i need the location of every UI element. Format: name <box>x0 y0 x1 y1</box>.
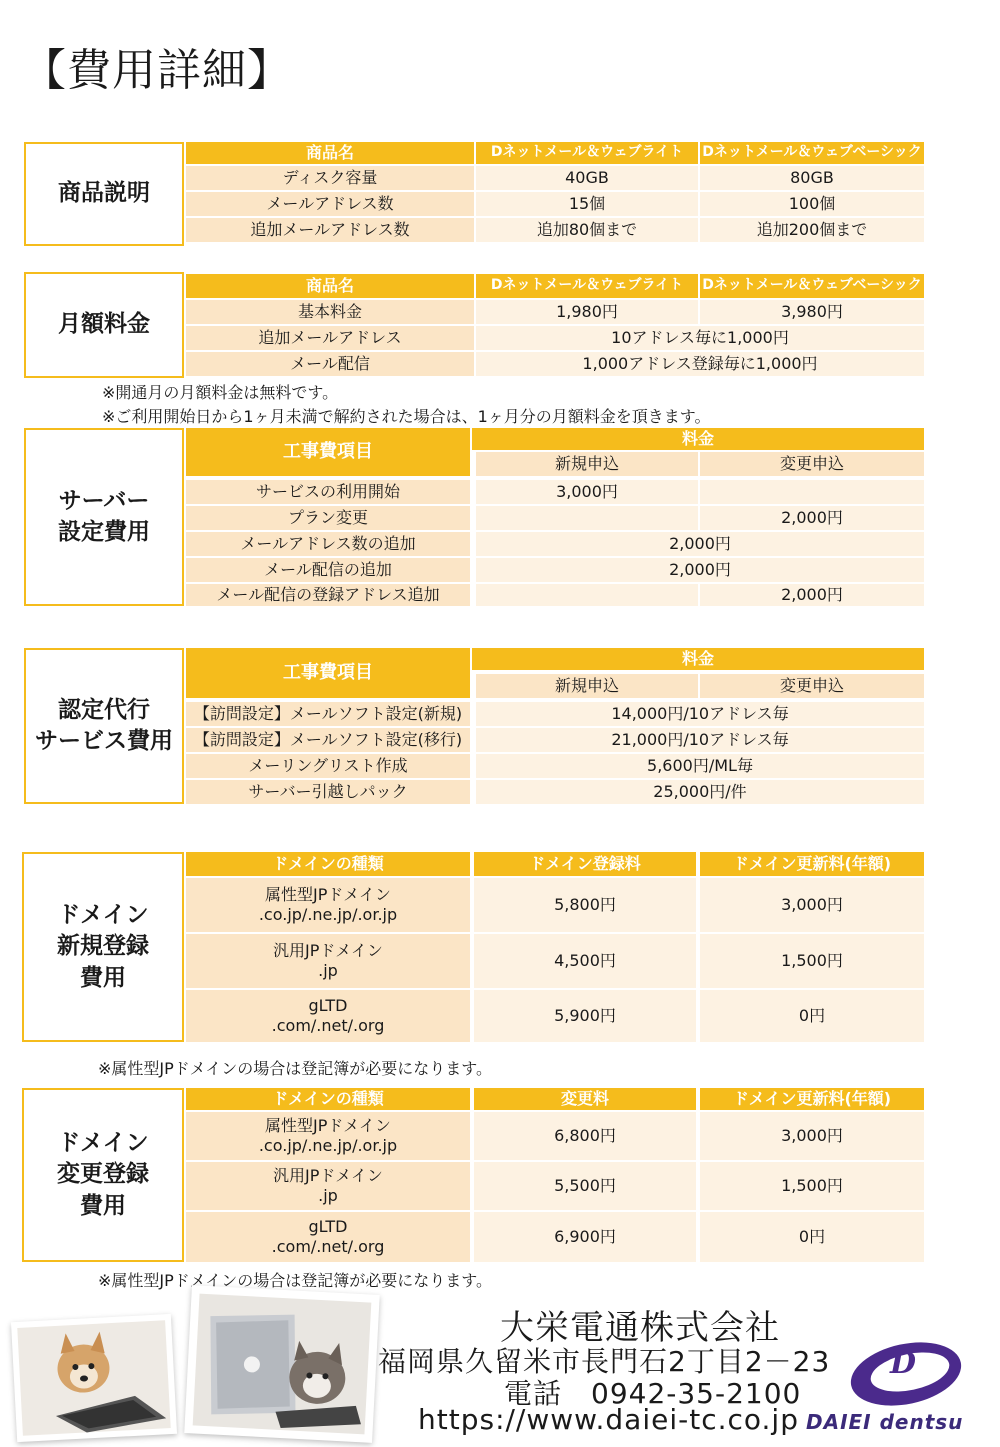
section-label-server: サーバー 設定費用 <box>24 428 184 606</box>
table-header: 料金 <box>472 428 924 450</box>
table-cell: 2,000円 <box>476 558 924 582</box>
cat-photo <box>184 1285 379 1443</box>
table-header: ドメイン更新料(年額) <box>700 1088 924 1110</box>
section-label-domain-change: ドメイン 変更登録 費用 <box>22 1088 184 1262</box>
domain-new-note: ※属性型JPドメインの場合は登記簿が必要になります。 <box>98 1059 493 1078</box>
table-cell: 0円 <box>700 1212 924 1262</box>
table-cell: 3,000円 <box>700 878 924 932</box>
domain-change-table <box>186 1088 924 1262</box>
monthly-note-1: ※開通月の月額料金は無料です。 <box>102 383 339 402</box>
table-cell: 0円 <box>700 990 924 1042</box>
table-cell <box>700 480 924 504</box>
table-cell: 100個 <box>700 192 924 216</box>
table-cell: メール配信の登録アドレス追加 <box>186 584 470 606</box>
table-cell: 2,000円 <box>700 584 924 606</box>
page-title: 【費用詳細】 <box>22 45 292 96</box>
table-header: ドメイン更新料(年額) <box>700 852 924 876</box>
agency-table <box>186 648 924 804</box>
table-cell: 5,900円 <box>474 990 696 1042</box>
company-address: 福岡県久留米市長門石2丁目2－23 <box>378 1345 831 1378</box>
table-cell: メールアドレス数の追加 <box>186 532 470 556</box>
product-table <box>186 142 924 242</box>
table-cell: 6,800円 <box>474 1112 696 1160</box>
table-header: Dネットメール＆ウェブベーシック <box>700 142 924 164</box>
table-header: Dネットメール＆ウェブベーシック <box>700 274 924 298</box>
table-header: ドメイン登録料 <box>474 852 696 876</box>
table-header: 工事費項目 <box>186 428 470 476</box>
table-cell: メール配信 <box>186 352 474 376</box>
table-cell: 15個 <box>476 192 698 216</box>
table-cell: 1,500円 <box>700 934 924 988</box>
table-cell: 【訪問設定】メールソフト設定(移行) <box>186 728 470 752</box>
table-cell: 汎用JPドメイン .jp <box>186 934 470 988</box>
table-cell: 40GB <box>476 166 698 190</box>
table-cell: 1,980円 <box>476 300 698 324</box>
table-header: 変更料 <box>474 1088 696 1110</box>
table-cell: サービスの利用開始 <box>186 480 470 504</box>
table-cell: 10アドレス毎に1,000円 <box>476 326 924 350</box>
table-cell: 6,900円 <box>474 1212 696 1262</box>
table-cell: 【訪問設定】メールソフト設定(新規) <box>186 702 470 726</box>
table-cell: メーリングリスト作成 <box>186 754 470 778</box>
section-label-monthly: 月額料金 <box>24 272 184 378</box>
table-header: 工事費項目 <box>186 648 470 698</box>
table-cell: 5,500円 <box>474 1162 696 1210</box>
table-cell: 2,000円 <box>476 532 924 556</box>
table-cell: 追加80個まで <box>476 218 698 242</box>
table-cell: 汎用JPドメイン .jp <box>186 1162 470 1210</box>
cat-with-laptop-image <box>184 1285 379 1443</box>
table-cell: 5,800円 <box>474 878 696 932</box>
table-cell: 1,500円 <box>700 1162 924 1210</box>
table-subheader: 新規申込 <box>476 452 698 476</box>
table-cell: 80GB <box>700 166 924 190</box>
table-cell: ディスク容量 <box>186 166 474 190</box>
table-cell: 属性型JPドメイン .co.jp/.ne.jp/.or.jp <box>186 878 470 932</box>
section-label-agency: 認定代行 サービス費用 <box>24 648 184 804</box>
table-cell: 追加メールアドレス数 <box>186 218 474 242</box>
table-cell: サーバー引越しパック <box>186 780 470 804</box>
table-cell: メールアドレス数 <box>186 192 474 216</box>
dog-with-laptop-image <box>11 1314 177 1442</box>
table-header: Dネットメール＆ウェブライト <box>476 142 698 164</box>
table-header: 商品名 <box>186 274 474 298</box>
company-name: 大栄電通株式会社 <box>500 1308 780 1348</box>
table-cell: 4,500円 <box>474 934 696 988</box>
domain-new-table <box>186 852 924 1042</box>
table-cell: gLTD .com/.net/.org <box>186 990 470 1042</box>
table-cell: 1,000アドレス登録毎に1,000円 <box>476 352 924 376</box>
logo-text: DAIEI dentsu <box>806 1410 964 1434</box>
section-label-product: 商品説明 <box>24 142 184 246</box>
table-cell: 基本料金 <box>186 300 474 324</box>
company-url[interactable]: https://www.daiei-tc.co.jp <box>418 1403 799 1436</box>
table-subheader: 新規申込 <box>476 674 698 698</box>
table-header: ドメインの種類 <box>186 852 470 876</box>
table-cell <box>476 584 698 606</box>
table-cell: プラン変更 <box>186 506 470 530</box>
table-header: ドメインの種類 <box>186 1088 470 1110</box>
dog-photo <box>11 1314 177 1442</box>
company-logo <box>806 1336 996 1442</box>
table-cell: 14,000円/10アドレス毎 <box>476 702 924 726</box>
table-cell: 3,980円 <box>700 300 924 324</box>
table-cell: 追加メールアドレス <box>186 326 474 350</box>
table-subheader: 変更申込 <box>700 452 924 476</box>
table-header: Dネットメール＆ウェブライト <box>476 274 698 298</box>
company-phone: 電話 0942-35-2100 <box>504 1377 802 1410</box>
logo-letter: D <box>890 1346 917 1381</box>
server-table <box>186 428 924 606</box>
table-cell: メール配信の追加 <box>186 558 470 582</box>
table-cell: 5,600円/ML毎 <box>476 754 924 778</box>
table-cell: 追加200個まで <box>700 218 924 242</box>
table-header: 料金 <box>472 648 924 670</box>
table-cell: 属性型JPドメイン .co.jp/.ne.jp/.or.jp <box>186 1112 470 1160</box>
monthly-table <box>186 274 924 378</box>
table-cell: gLTD .com/.net/.org <box>186 1212 470 1262</box>
table-cell: 3,000円 <box>700 1112 924 1160</box>
section-label-domain-new: ドメイン 新規登録 費用 <box>22 852 184 1042</box>
table-cell: 25,000円/件 <box>476 780 924 804</box>
table-cell: 2,000円 <box>700 506 924 530</box>
table-subheader: 変更申込 <box>700 674 924 698</box>
table-cell: 3,000円 <box>476 480 698 504</box>
table-cell <box>476 506 698 530</box>
table-cell: 21,000円/10アドレス毎 <box>476 728 924 752</box>
monthly-note-2: ※ご利用開始日から1ヶ月未満で解約された場合は、1ヶ月分の月額料金を頂きます。 <box>102 407 711 426</box>
domain-change-note: ※属性型JPドメインの場合は登記簿が必要になります。 <box>98 1271 493 1290</box>
table-header: 商品名 <box>186 142 474 164</box>
